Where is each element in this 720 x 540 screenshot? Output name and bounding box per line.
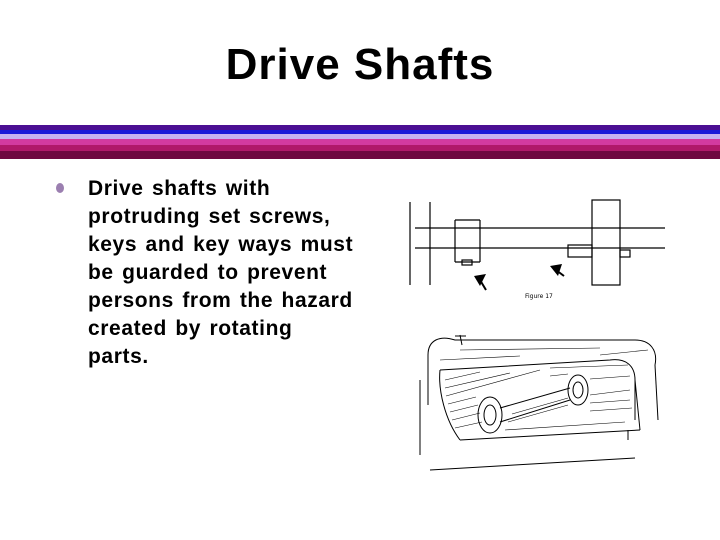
figure-caption: Figure 17 (525, 293, 553, 300)
stripe-6 (0, 151, 720, 159)
hazard-arrows (474, 264, 564, 290)
slide-title: Drive Shafts (225, 40, 495, 89)
guard-hatching (440, 348, 648, 430)
decorative-stripes (0, 125, 720, 159)
drive-shaft-guard-illustration-icon (400, 190, 700, 490)
drive-shaft-illustration (400, 190, 700, 490)
round-bullet-icon (56, 183, 64, 193)
bullet-text: Drive shafts with protruding set screws, keys and key ways must be guarded to prevent persons from the hazard created by rotating parts. (88, 177, 354, 368)
guard-diagram (420, 335, 658, 470)
shaft-diagram (410, 200, 665, 285)
